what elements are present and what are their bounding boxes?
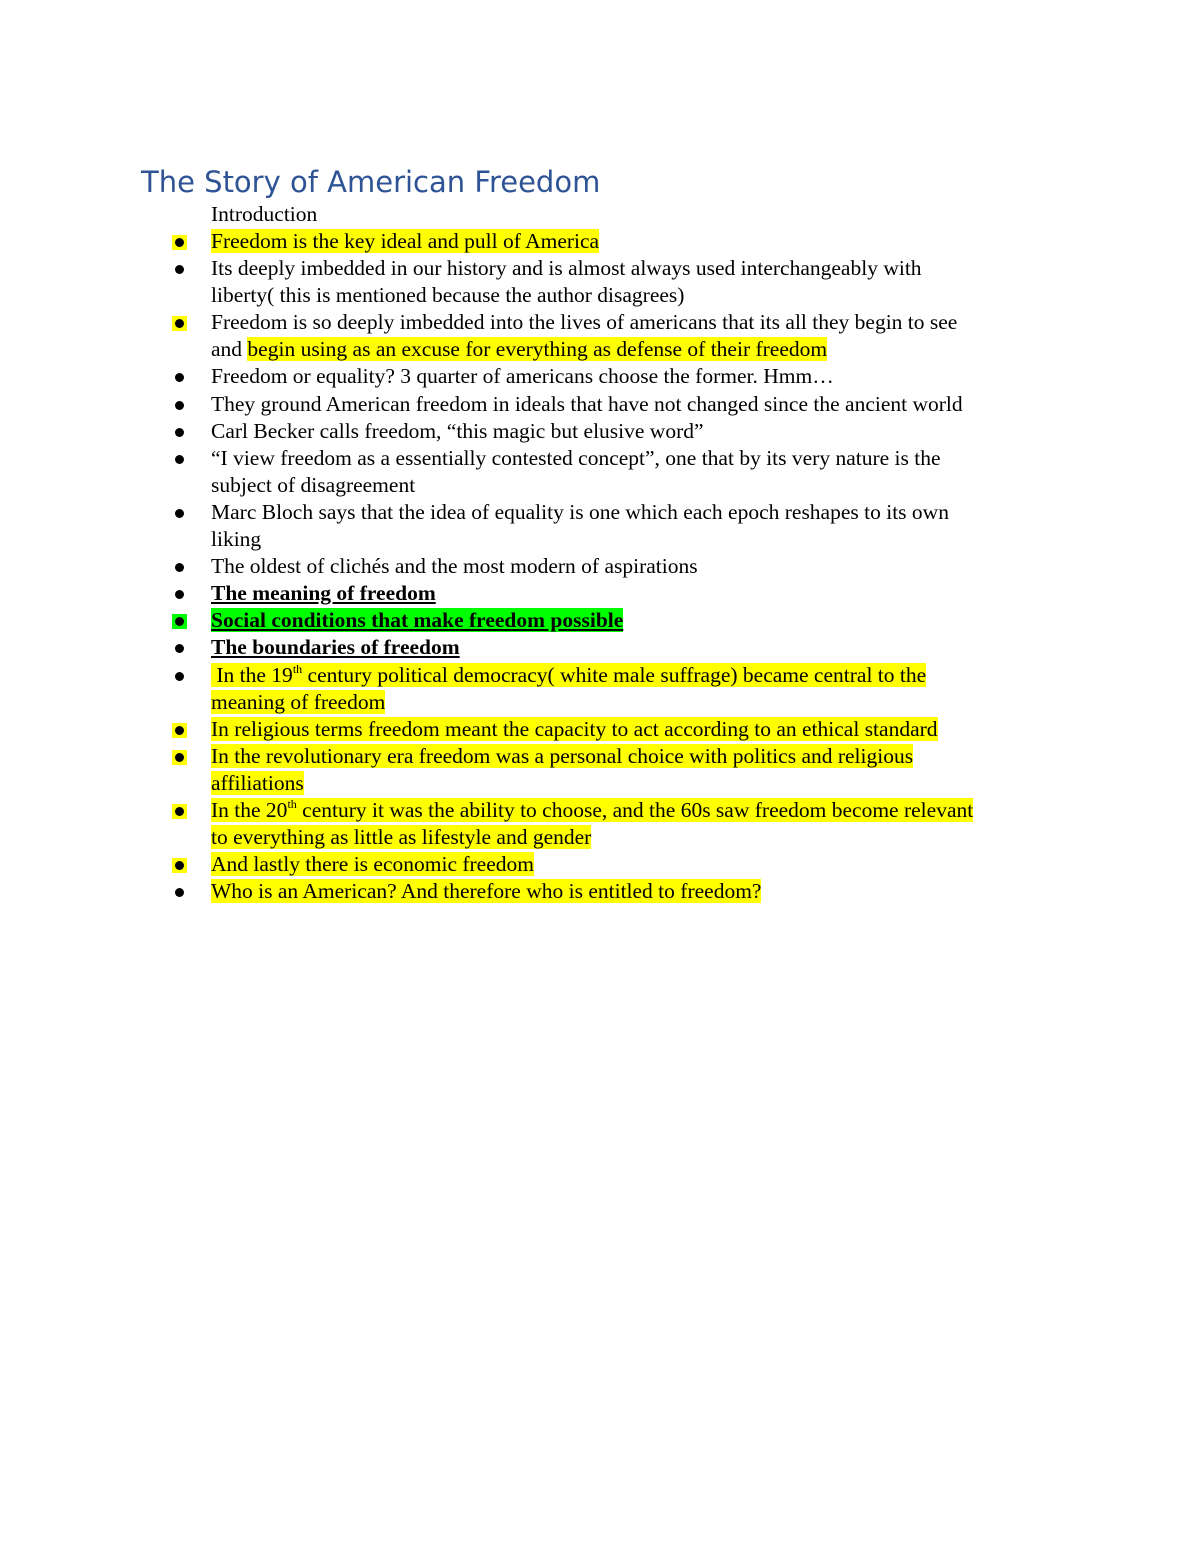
- bullet-icon: [172, 750, 187, 765]
- list-item: [0, 662, 1100, 716]
- section-heading: The meaning of freedom: [211, 581, 436, 606]
- bullet-icon: [175, 672, 184, 681]
- list-item-text: and: [211, 337, 248, 362]
- list-item: [0, 309, 1100, 363]
- list-item: [0, 607, 1100, 634]
- highlighted-text: [211, 798, 973, 822]
- bullet-icon: [172, 723, 187, 738]
- list-item: [0, 797, 1100, 851]
- bullet-icon: [175, 644, 184, 653]
- bullet-icon: [175, 590, 184, 599]
- list-item-text: liking: [211, 527, 262, 552]
- list-item: [0, 228, 1100, 255]
- list-item: [0, 743, 1100, 797]
- list-item-text: Marc Bloch says that the idea of equality is one which each epoch reshapes to its own: [211, 499, 949, 524]
- list-item: [0, 553, 1100, 580]
- list-item-text: Its deeply imbedded in our history and is almost always used interchangeably with: [211, 256, 922, 281]
- list-item-text: In the 19: [211, 662, 293, 687]
- section-heading: Social conditions that make freedom possible: [211, 608, 624, 633]
- bullet-icon: [175, 888, 184, 897]
- highlighted-text: And lastly there is economic freedom: [211, 852, 534, 877]
- list-item-text: Freedom or equality? 3 quarter of americans choose the former. Hmm…: [211, 364, 834, 389]
- list-item: [0, 391, 1100, 418]
- list-item: [0, 499, 1100, 553]
- list-item-text: liberty( this is mentioned because the author disagrees): [211, 283, 685, 308]
- list-item: [0, 580, 1100, 607]
- bullet-icon: [175, 265, 184, 274]
- list-item: [0, 878, 1100, 905]
- highlighted-text: In the revolutionary era freedom was a personal choice with politics and religious: [211, 743, 914, 768]
- highlighted-text: Who is an American? And therefore who is entitled to freedom?: [211, 879, 762, 904]
- list-item: [0, 716, 1100, 743]
- document-title: The Story of American Freedom: [141, 165, 601, 199]
- highlighted-text: meaning of freedom: [211, 689, 386, 714]
- bullet-list: [0, 228, 1100, 905]
- bullet-icon: [175, 455, 184, 464]
- highlighted-text: affiliations: [211, 770, 304, 795]
- list-item: [0, 634, 1100, 661]
- bullet-icon: [172, 858, 187, 873]
- list-item-text: century political democracy( white male suffrage) became central to the: [302, 662, 927, 687]
- list-item-text: subject of disagreement: [211, 472, 416, 497]
- bullet-icon: [172, 235, 187, 250]
- list-item-text: Freedom is the key ideal and pull of America: [211, 229, 600, 253]
- bullet-icon: [175, 509, 184, 518]
- list-item: [0, 255, 1100, 309]
- bullet-icon: [175, 373, 184, 382]
- section-heading: The boundaries of freedom: [211, 635, 460, 660]
- superscript: th: [292, 661, 303, 676]
- list-item-text: The oldest of clichés and the most modern of aspirations: [211, 554, 698, 579]
- intro-label: Introduction: [211, 202, 318, 226]
- bullet-icon: [172, 614, 187, 629]
- bullet-icon: [172, 804, 187, 819]
- highlighted-text: to everything as little as lifestyle and gender: [211, 825, 592, 850]
- list-item: [0, 851, 1100, 878]
- bullet-icon: [175, 428, 184, 437]
- list-item-text: In the 20: [211, 797, 288, 822]
- list-item-text: century it was the ability to choose, and the 60s saw freedom become relevant: [296, 797, 974, 822]
- list-item: [0, 363, 1100, 390]
- bullet-icon: [172, 316, 187, 331]
- list-item-text: “I view freedom as a essentially contested concept”, one that by its very nature is the: [211, 445, 941, 470]
- superscript: th: [287, 796, 297, 811]
- highlighted-text: In religious terms freedom meant the capacity to act according to an ethical standard: [211, 716, 938, 741]
- bullet-icon: [175, 401, 184, 410]
- bullet-icon: [175, 563, 184, 572]
- highlighted-text: [211, 663, 926, 687]
- highlighted-text: begin using as an excuse for everything as defense of their freedom: [247, 337, 828, 362]
- list-item-text: Freedom is so deeply imbedded into the lives of americans that its all they begin to see: [211, 310, 958, 335]
- list-item-text: Carl Becker calls freedom, “this magic but elusive word”: [211, 418, 704, 443]
- list-item-text: They ground American freedom in ideals that have not changed since the ancient world: [211, 391, 963, 416]
- list-item: [0, 418, 1100, 445]
- list-item: [0, 445, 1100, 499]
